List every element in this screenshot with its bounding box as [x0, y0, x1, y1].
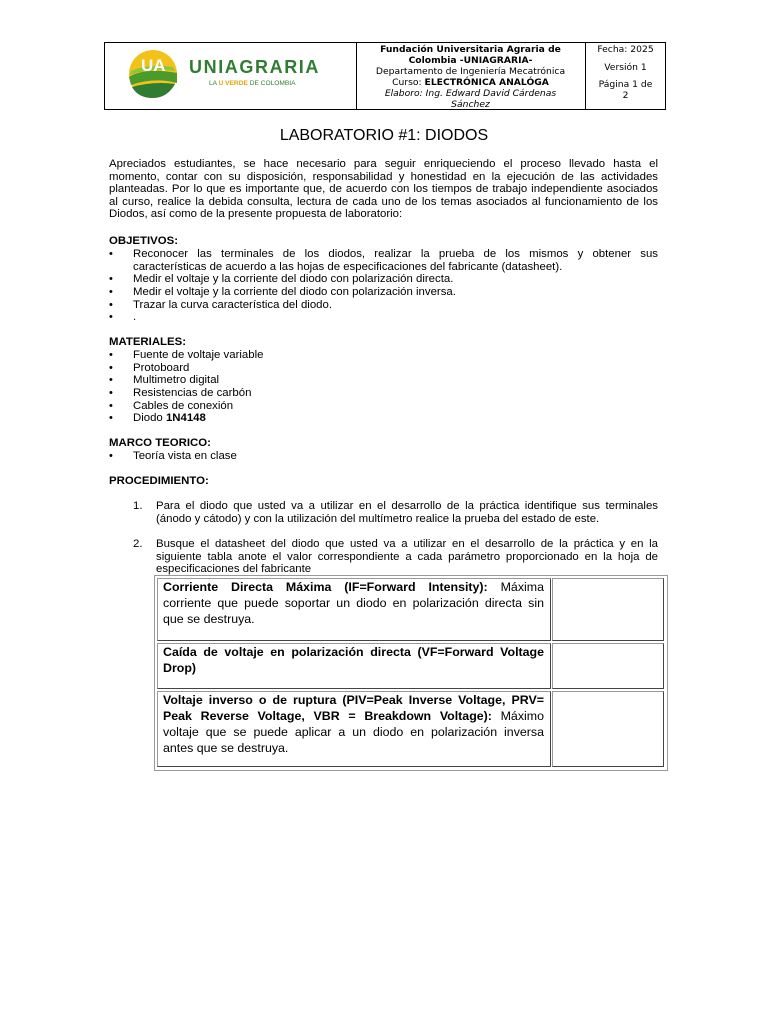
- objective-item: Reconocer las terminales de los diodos, realizar la prueba de los mismos y obtener sus características de acuerdo a las hojas de especificaciones del fabricante (datasheet).: [133, 248, 658, 273]
- param-forward-voltage: Caída de voltaje en polarización directa (VF=Forward Voltage Drop): [163, 645, 544, 675]
- bullet: •: [109, 400, 113, 412]
- material-item: Fuente de voltaje variable: [133, 349, 264, 361]
- objective-item: .: [133, 311, 137, 323]
- table-row-1-value-cell[interactable]: [552, 578, 664, 641]
- param-breakdown-voltage: Voltaje inverso o de ruptura (PIV=Peak Inverse Voltage, PRV= Peak Reverse Voltage, VBR = Breakdown Voltage): Máximo voltaje que se puede aplicar a un diodo en polarización inversa antes que se destruya.: [163, 693, 544, 755]
- materials-heading: MATERIALES:: [109, 336, 186, 348]
- procedure-heading: PROCEDIMIENTO:: [109, 475, 209, 487]
- bullet: •: [109, 412, 113, 424]
- logo-cell: [105, 43, 357, 109]
- institution-cell: [356, 43, 586, 110]
- version: Versión 1: [604, 62, 647, 73]
- param-forward-current: Corriente Directa Máxima (IF=Forward Intensity): Máxima corriente que puede soportar un diodo en polarización directa sin que se destruya.: [163, 580, 544, 626]
- theory-heading: MARCO TEORICO:: [109, 437, 211, 449]
- author: Elaboro: Ing. Edward David Cárdenas: [384, 88, 557, 99]
- procedure-step: Busque el datasheet del diodo que usted va a utilizar en el desarrollo de la práctica y en la siguiente tabla anote el valor correspondiente a cada parámetro proporcionado en la hoja de especificaciones del fabricante: [156, 538, 658, 576]
- bullet: •: [109, 273, 113, 285]
- table-row-3-value-cell[interactable]: [552, 691, 664, 767]
- step-number: 2.: [133, 538, 143, 550]
- page-title: LABORATORIO #1: DIODOS: [279, 127, 489, 144]
- bullet: •: [109, 299, 113, 311]
- procedure-step: Para el diodo que usted va a utilizar en el desarrollo de la práctica identifique sus terminales (ánodo y cátodo) y con la utilización del multímetro realice la prueba del estado de este.: [156, 500, 658, 525]
- department: Departamento de Ingeniería Mecatrónica: [375, 66, 566, 77]
- bullet: •: [109, 349, 113, 361]
- uniagraria-logo: [105, 43, 356, 109]
- material-item: Multimetro digital: [133, 374, 220, 386]
- document-header: [104, 42, 666, 110]
- table-row-2-value-cell[interactable]: [552, 643, 664, 689]
- bullet: •: [109, 374, 113, 386]
- course: Curso: ELECTRÓNICA ANALÓGA: [392, 77, 549, 88]
- date: Fecha: 2025: [597, 44, 654, 55]
- objective-item: Medir el voltaje y la corriente del diodo con polarización directa.: [133, 273, 454, 285]
- bullet: •: [109, 286, 113, 298]
- material-item: Resistencias de carbón: [133, 387, 252, 399]
- objective-item: Trazar la curva característica del diodo.: [133, 299, 332, 311]
- svg-text:UA: UA: [141, 56, 166, 75]
- step-number: 1.: [133, 500, 143, 512]
- svg-text:LA U VERDE DE COLOMBIA: LA U VERDE DE COLOMBIA: [209, 80, 296, 87]
- bullet: •: [109, 362, 113, 374]
- institution-name-2: Colombia -UNIAGRARIA-: [408, 55, 533, 66]
- material-item-diode: Diodo 1N4148: [133, 412, 206, 424]
- parameter-table: [154, 575, 668, 771]
- bullet: •: [109, 248, 113, 260]
- svg-text:UNIAGRARIA: UNIAGRARIA: [189, 57, 320, 77]
- material-item: Cables de conexión: [133, 400, 234, 412]
- meta-cell: [586, 43, 665, 109]
- theory-item: Teoría vista en clase: [133, 450, 237, 462]
- objective-item: Medir el voltaje y la corriente del diodo con polarización inversa.: [133, 286, 456, 298]
- page-number: Página 1 de 2: [598, 79, 653, 101]
- institution-name: Fundación Universitaria Agraria de: [380, 44, 561, 55]
- intro-paragraph: Apreciados estudiantes, se hace necesario para seguir enriqueciendo el proceso llevado hasta el momento, contar con su disposición, responsabilidad y honestidad en la ejecución de las actividades planteadas. Por lo que es importante que, de acuerdo con los tiempos de trabajo independiente asociados al curso, realice la debida consulta, lectura de cada uno de los temas asociados al funcionamiento de los Diodos, así como de la presente propuesta de laboratorio:: [109, 158, 658, 221]
- objectives-heading: OBJETIVOS:: [109, 235, 178, 247]
- bullet: •: [109, 450, 113, 462]
- bullet: •: [109, 311, 113, 323]
- material-item: Protoboard: [133, 362, 190, 374]
- bullet: •: [109, 387, 113, 399]
- author-2: Sánchez: [451, 99, 490, 110]
